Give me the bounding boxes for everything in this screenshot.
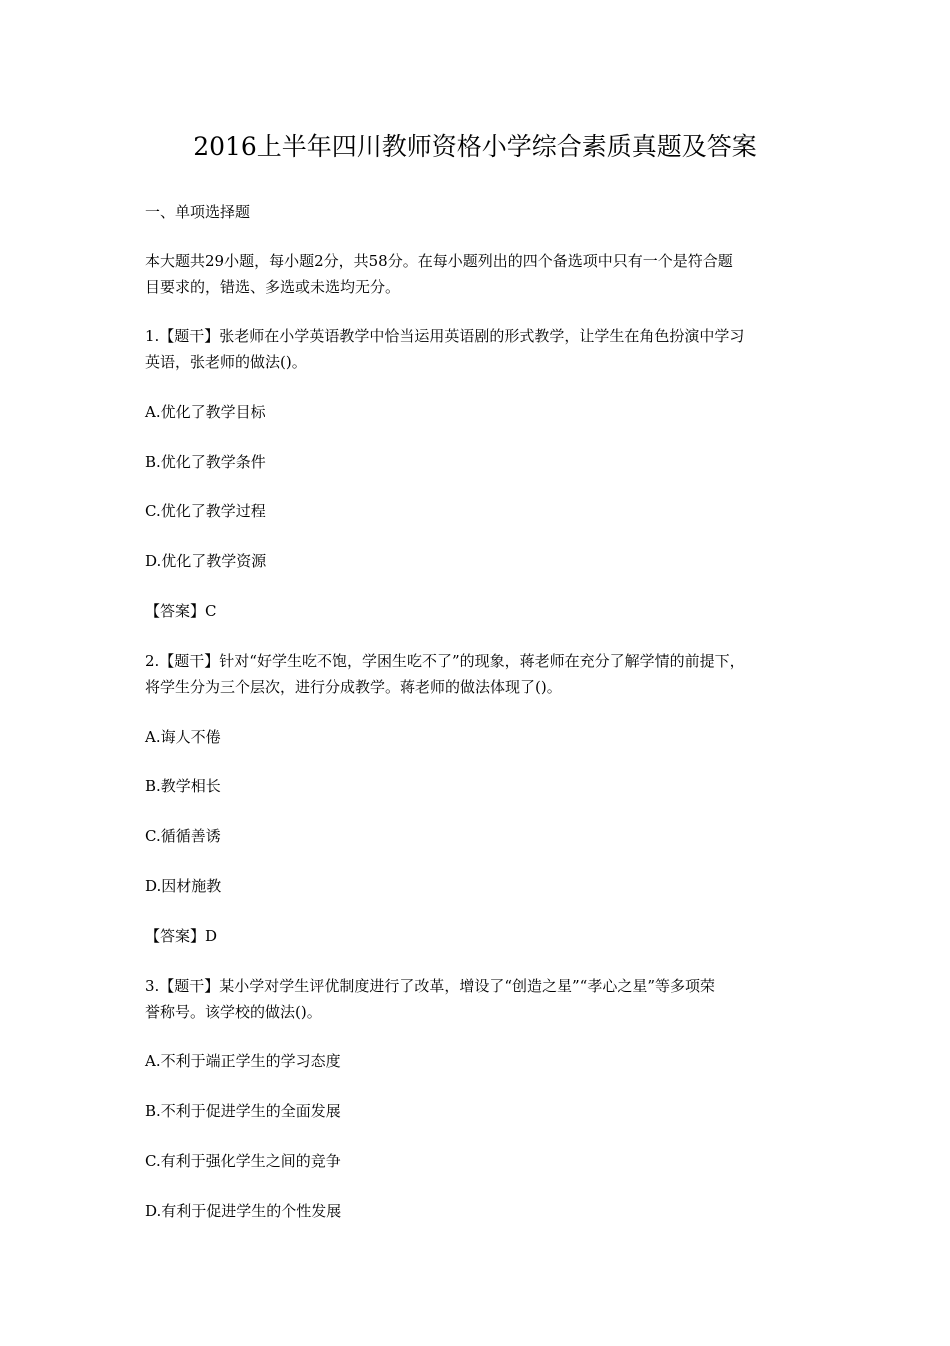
- question-3-option-d: D.有利于促进学生的个性发展: [145, 1202, 342, 1220]
- instructions-line-1: 本大题共29小题，每小题2分，共58分。在每小题列出的四个备选项中只有一个是符合题: [145, 252, 733, 270]
- question-2-option-d: D.因材施教: [145, 877, 222, 895]
- question-1-option-b: B.优化了教学条件: [145, 453, 266, 471]
- question-3-option-b: B.不利于促进学生的全面发展: [145, 1102, 341, 1120]
- question-2-option-a: A.诲人不倦: [145, 728, 221, 746]
- question-3-stem-line-2: 誉称号。该学校的做法()。: [145, 1003, 322, 1021]
- question-1-option-d: D.优化了教学资源: [145, 552, 267, 570]
- section-heading: 一、单项选择题: [145, 203, 251, 221]
- question-2-option-b: B.教学相长: [145, 777, 221, 795]
- question-1-option-c: C.优化了教学过程: [145, 502, 266, 520]
- question-2-stem-line-1: 2.【题干】针对“好学生吃不饱，学困生吃不了”的现象，蒋老师在充分了解学情的前提下，: [145, 652, 745, 670]
- question-2-stem-line-2: 将学生分为三个层次，进行分成教学。蒋老师的做法体现了()。: [145, 678, 562, 696]
- question-2-answer: 【答案】D: [145, 927, 218, 945]
- question-2-option-c: C.循循善诱: [145, 827, 221, 845]
- question-3-option-a: A.不利于端正学生的学习态度: [145, 1052, 341, 1070]
- question-3-stem-line-1: 3.【题干】某小学对学生评优制度进行了改革，增设了“创造之星”“孝心之星”等多项荣: [145, 977, 715, 995]
- instructions-line-2: 目要求的，错选、多选或未选均无分。: [145, 278, 401, 296]
- document-title: 2016上半年四川教师资格小学综合素质真题及答案: [193, 132, 757, 161]
- question-1-answer: 【答案】C: [145, 602, 217, 620]
- question-1-stem-line-1: 1.【题干】张老师在小学英语教学中恰当运用英语剧的形式教学，让学生在角色扮演中学习: [145, 327, 745, 345]
- question-1-stem-line-2: 英语，张老师的做法()。: [145, 353, 307, 371]
- question-3-option-c: C.有利于强化学生之间的竞争: [145, 1152, 341, 1170]
- question-1-option-a: A.优化了教学目标: [145, 403, 266, 421]
